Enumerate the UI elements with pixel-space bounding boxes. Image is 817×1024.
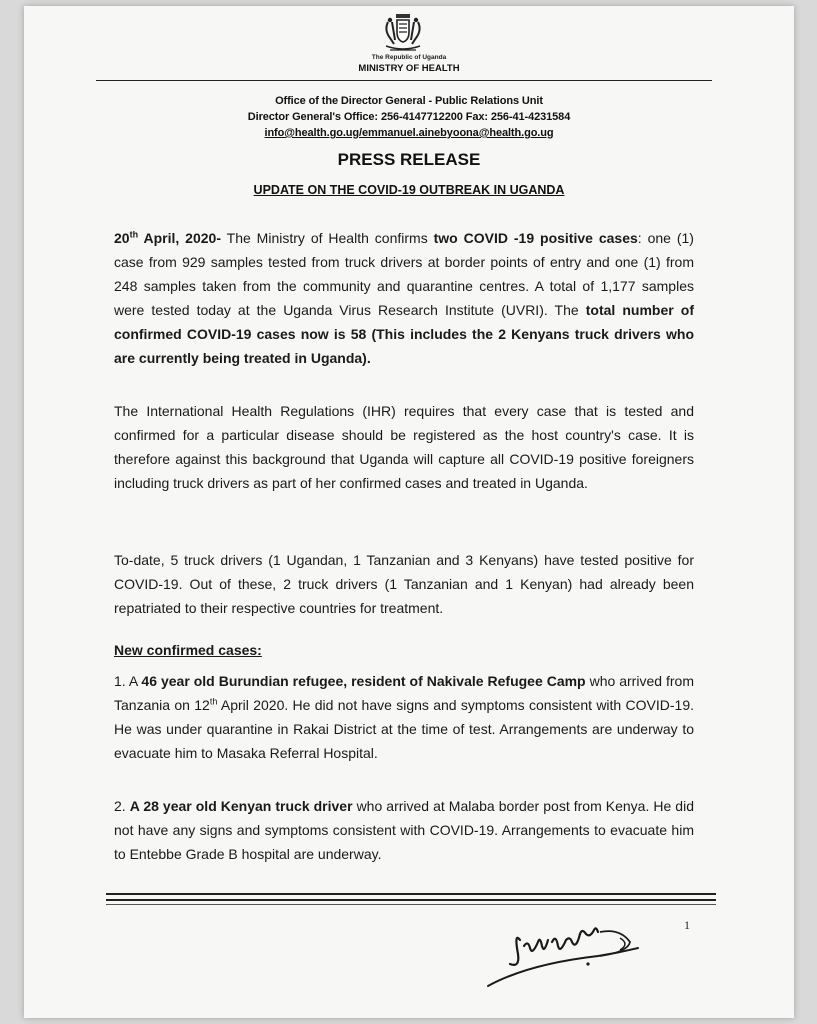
signature-image bbox=[460, 912, 650, 990]
paragraph-summary bbox=[114, 226, 694, 370]
case-2-text-2: who arrived at Malaba border post from Kenya. He did not have any signs and symptoms consistent with COVID-19. Arrangements to evacuate him to Entebbe Grade B hospital are underway. bbox=[114, 798, 694, 862]
header-divider bbox=[96, 80, 712, 81]
new-cases-heading: New confirmed cases: bbox=[114, 642, 262, 658]
summary-bold-1: two COVID -19 positive cases bbox=[433, 230, 638, 246]
case-1-text-1: 1. A bbox=[114, 673, 142, 689]
date-superscript: th bbox=[129, 229, 139, 240]
footer-divider bbox=[106, 899, 716, 901]
office-line: Office of the Director General - Public Relations Unit bbox=[275, 95, 543, 107]
paragraph-truck-drivers: To-date, 5 truck drivers (1 Ugandan, 1 Tanzanian and 3 Kenyans) have tested positive for COVID-19. Out of these, 2 truck drivers (1 Tanzanian and 1 Kenyan) had already been repatriated to their respective countries for treatment. bbox=[114, 552, 694, 616]
republic-label: The Republic of Uganda bbox=[371, 54, 447, 61]
paragraph-ihr: The International Health Regulations (IHR) requires that every case that is tested and confirmed for a particular disease should be registered as the host country's case. It is therefore against this background that Uganda will capture all COVID-19 positive foreigners including truck drivers as part of her confirmed cases and treated in Uganda. bbox=[114, 403, 694, 491]
contact-line: Director General's Office: 256-4147712200 Fax: 256-41-4231584 bbox=[247, 111, 571, 123]
date-day: 20 bbox=[114, 230, 130, 246]
case-2-bold: A 28 year old Kenyan truck driver bbox=[129, 798, 353, 814]
press-release-page bbox=[24, 6, 794, 1018]
page-subtitle: UPDATE ON THE COVID-19 OUTBREAK IN UGANDA bbox=[253, 183, 565, 197]
case-1-text-2: who arrived from Tanzania on 12 bbox=[114, 673, 694, 713]
footer-divider bbox=[106, 904, 716, 905]
summary-text-2: : one (1) case from 929 samples tested from truck drivers at border points of entry and one (1) from 248 samples taken from the community and quarantine centres. A total of 1,177 samples were tested today at the Uganda Virus Research Institute (UVRI). The bbox=[114, 230, 694, 318]
case-2 bbox=[114, 794, 694, 866]
ministry-name: MINISTRY OF HEALTH bbox=[358, 63, 460, 74]
date-rest: April, 2020- bbox=[138, 230, 221, 246]
summary-bold-2: total number of confirmed COVID-19 cases now is 58 (This includes the 2 Kenyans truck drivers who are currently being treated in Uganda). bbox=[114, 302, 694, 366]
case-2-text-1: 2. bbox=[114, 798, 130, 814]
uganda-coat-of-arms-icon bbox=[380, 12, 426, 54]
case-1-bold: 46 year old Burundian refugee, resident of Nakivale Refugee Camp bbox=[141, 673, 586, 689]
case-1-superscript: th bbox=[209, 696, 218, 707]
case-1-text-3: April 2020. He did not have signs and symptoms consistent with COVID-19. He was under quarantine in Rakai District at the time of test. Arrangements are underway to evacuate him to Masaka Referral Hospital. bbox=[114, 697, 694, 761]
footer-divider bbox=[106, 893, 716, 895]
email-link[interactable]: info@health.go.ug/emmanuel.ainebyoona@health.go.ug bbox=[264, 127, 554, 139]
summary-text-1: The Ministry of Health confirms bbox=[220, 230, 434, 246]
page-number: 1 bbox=[684, 918, 690, 932]
case-1 bbox=[114, 669, 694, 765]
page-title: PRESS RELEASE bbox=[337, 150, 481, 169]
